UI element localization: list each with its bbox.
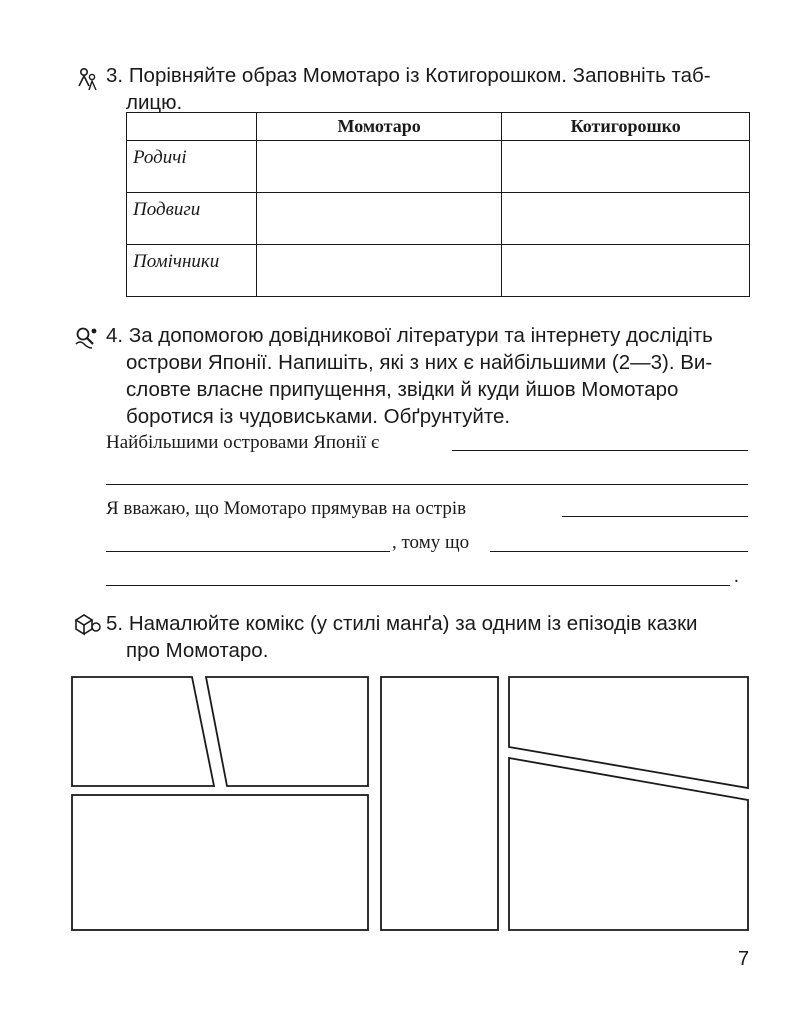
prompt-island-destination: Я вважаю, що Момотаро прямував на острів (106, 498, 467, 519)
table-header-kotyhoroshko: Котигорошко (502, 113, 750, 141)
task-3-number: 3. (106, 64, 124, 87)
task-5-number: 5. (106, 612, 124, 635)
row-label-relatives: Родичі (127, 141, 257, 193)
row-label-feats: Подвиги (127, 193, 257, 245)
page-number: 7 (738, 948, 750, 970)
end-period: . (734, 566, 739, 587)
comic-panel[interactable] (509, 677, 748, 788)
task-4-line-3: словте власне припущення, звідки й куди йшов Момотаро (126, 378, 679, 401)
comic-panel[interactable] (206, 677, 368, 786)
comic-panel[interactable] (72, 795, 368, 930)
prompt-largest-islands: Найбільшими островами Японії є (106, 432, 380, 453)
table-header-momotaro: Момотаро (256, 113, 502, 141)
row-label-helpers: Помічники (127, 245, 257, 297)
task-3-line-2: лицю. (126, 91, 183, 114)
comic-panel[interactable] (72, 677, 214, 786)
task-3-line-1: Порівняйте образ Момотаро із Котигорошком. Заповніть таб- (128, 64, 711, 87)
task-4-number: 4. (106, 324, 124, 347)
task-5-line-2: про Момотаро. (126, 639, 269, 662)
comic-panel[interactable] (509, 758, 748, 930)
task-4-line-1: За допомогою довідникової літератури та інтернету дослідіть (128, 324, 713, 347)
task-5-line-1: Намалюйте комікс (у стилі манґа) за одним із епізодів казки (128, 612, 698, 635)
prompt-because: , тому що (392, 532, 470, 553)
task-4-line-4: боротися із чудовиськами. Обґрунтуйте. (126, 405, 511, 428)
task-4-line-2: острови Японії. Напишіть, які з них є найбільшими (2—3). Ви- (126, 351, 713, 374)
comic-panel[interactable] (381, 677, 498, 930)
